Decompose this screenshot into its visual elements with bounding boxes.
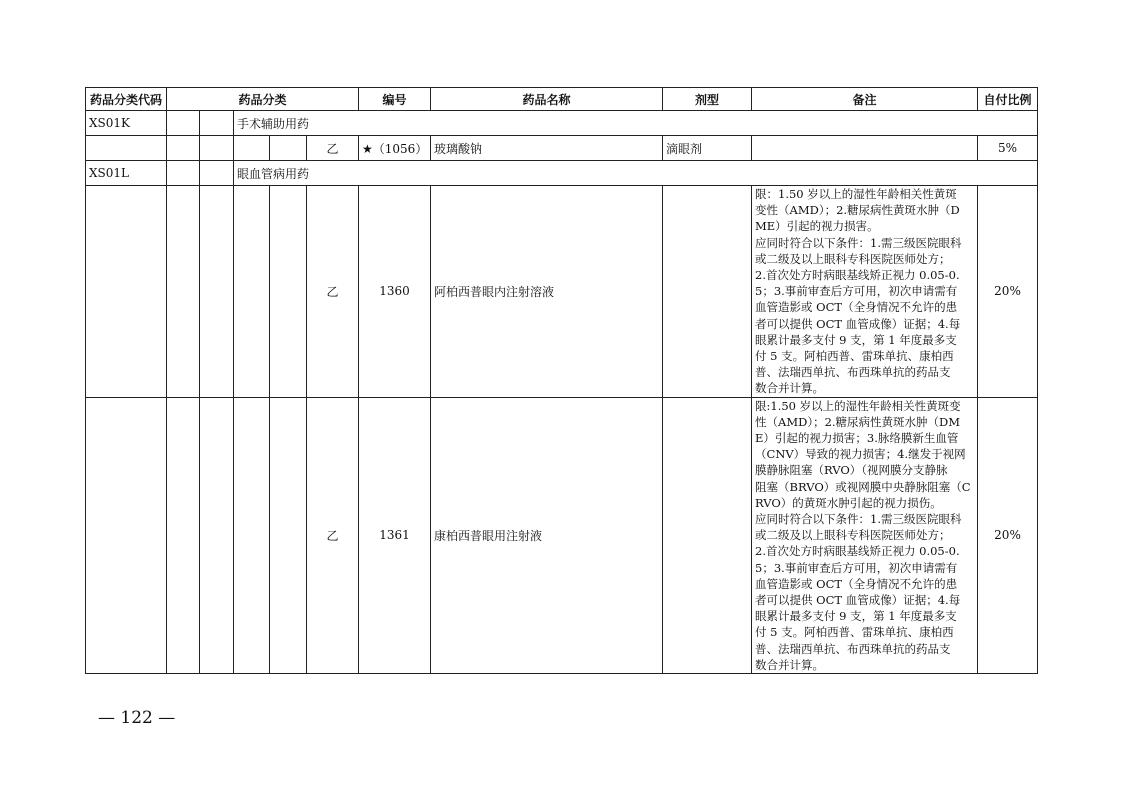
header-code: 药品分类代码 — [86, 88, 167, 111]
drug-ratio: 20% — [978, 186, 1038, 398]
drug-number: 1361 — [359, 397, 431, 673]
drug-number: ★（1056） — [359, 136, 431, 161]
header-remark: 备注 — [752, 88, 978, 111]
table-row — [86, 397, 1038, 673]
drug-name: 康柏西普眼用注射液 — [431, 397, 663, 673]
header-category: 药品分类 — [167, 88, 359, 111]
drug-level: 乙 — [307, 186, 359, 398]
drug-remark: 限：1.50 岁以上的湿性年龄相关性黄斑 变性（AMD）；2.糖尿病性黄斑水肿（D ME）引起的视力损害。 应同时符合以下条件：1.需三级医院眼科 或二级及以上眼科专科医院医师处方； 2.首次处方时病眼基线矫正视力 0.05-0. 5；3.事前审查后方可用，初次申请需有 血管造影或 OCT（全身情况不允许的患 者可以提供 OCT 血管成像）证据；4.每 眼累计最多支付 9 支，第 1 年度最多支 付 5 支。阿柏西普、雷珠单抗、康柏西 普、法瑞西单抗、布西珠单抗的药品支 数合并计算。 — [752, 186, 978, 398]
table-row — [86, 186, 1038, 398]
category-row — [86, 111, 1038, 136]
drug-remark: 限:1.50 岁以上的湿性年龄相关性黄斑变 性（AMD）；2.糖尿病性黄斑水肿（DM E）引起的视力损害；3.脉络膜新生血管 （CNV）导致的视力损害；4.继发于视网 膜静脉阻塞（RVO）（视网膜分支静脉 阻塞（BRVO）或视网膜中央静脉阻塞（C RVO）的黄斑水肿引起的视力损伤。 应同时符合以下条件：1.需三级医院眼科 或二级及以上眼科专科医院医师处方； 2.首次处方时病眼基线矫正视力 0.05-0. 5；3.事前审查后方可用，初次申请需有 血管造影或 OCT（全身情况不允许的患 者可以提供 OCT 血管成像）证据；4.每 眼累计最多支付 9 支，第 1 年度最多支 付 5 支。阿柏西普、雷珠单抗、康柏西 普、法瑞西单抗、布西珠单抗的药品支 数合并计算。 — [752, 397, 978, 673]
drug-ratio: 20% — [978, 397, 1038, 673]
category-label: 手术辅助用药 — [234, 111, 1038, 136]
header-number: 编号 — [359, 88, 431, 111]
drug-form — [663, 397, 752, 673]
table-row — [86, 136, 1038, 161]
drug-name: 玻璃酸钠 — [431, 136, 663, 161]
category-label: 眼血管病用药 — [234, 161, 1038, 186]
drug-form: 滴眼剂 — [663, 136, 752, 161]
header-row — [86, 88, 1038, 111]
drug-list-table — [85, 87, 1038, 674]
header-name: 药品名称 — [431, 88, 663, 111]
drug-remark — [752, 136, 978, 161]
category-code: XS01L — [86, 161, 167, 186]
header-form: 剂型 — [663, 88, 752, 111]
drug-number: 1360 — [359, 186, 431, 398]
drug-level: 乙 — [307, 136, 359, 161]
category-row — [86, 161, 1038, 186]
drug-level: 乙 — [307, 397, 359, 673]
drug-form — [663, 186, 752, 398]
drug-ratio: 5% — [978, 136, 1038, 161]
drug-name: 阿柏西普眼内注射溶液 — [431, 186, 663, 398]
header-ratio: 自付比例 — [978, 88, 1038, 111]
page-number: — 122 — — [98, 708, 176, 728]
category-code: XS01K — [86, 111, 167, 136]
